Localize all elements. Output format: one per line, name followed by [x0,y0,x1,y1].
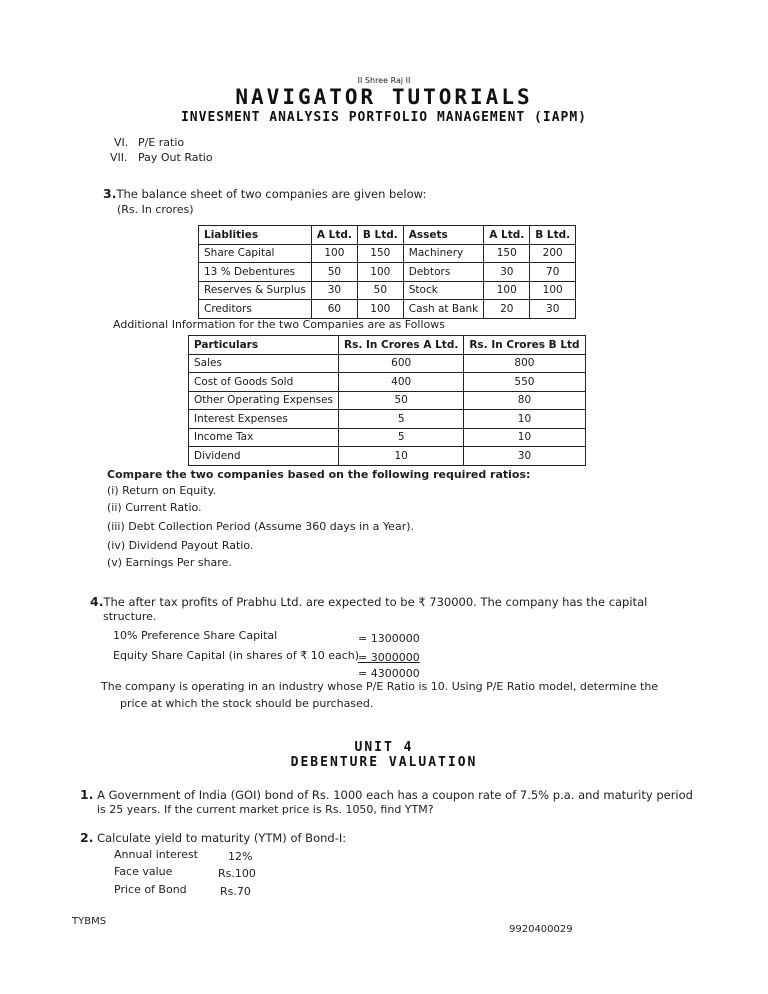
table-cell: 70 [530,263,576,282]
table-cell: Reserves & Surplus [199,281,312,300]
table-cell: 100 [311,244,357,263]
question-text-cont: The company is operating in an industry whose P/E Ratio is 10. Using P/E Ratio model, determine the [101,680,659,693]
table-cell: Dividend [189,447,339,466]
question-text: The after tax profits of Prabhu Ltd. are expected to be ₹ 730000. The company has the capital [103,595,648,609]
question-text: A Government of India (GOI) bond of Rs. 1000 each has a coupon rate of 7.5% p.a. and maturity period [97,788,693,802]
bond-item-label: Face value [114,865,173,878]
table-header-cell: Liablities [199,226,312,245]
table-cell: Creditors [199,300,312,319]
table-cell: Sales [189,354,339,373]
ratio-item-text: P/E ratio [138,136,185,149]
table-header-cell: Particulars [189,336,339,355]
table-cell: Cost of Goods Sold [189,373,339,392]
question-text: Calculate yield to maturity (YTM) of Bond-I: [97,831,347,845]
question-number: 4. [90,594,104,609]
ratio-item-text: Pay Out Ratio [138,151,213,164]
question-text: The balance sheet of two companies are given below: [116,187,427,201]
capital-item-value: = 3000000 [358,651,420,664]
table-row [199,244,576,263]
table-header-cell: Rs. In Crores B Ltd [464,336,585,355]
bond-item-value: 12% [228,850,253,863]
table-cell: 60 [311,300,357,319]
table-cell: 150 [484,244,530,263]
capital-item-value: = 1300000 [358,632,420,645]
table-header-cell: A Ltd. [484,226,530,245]
question-number: 1. [80,787,94,802]
table-header-row [199,226,576,245]
table-cell: 150 [357,244,403,263]
ratio-requirement: (ii) Current Ratio. [107,501,202,514]
table-cell: Stock [403,281,484,300]
table-cell: Other Operating Expenses [189,391,339,410]
table-header-cell: Rs. In Crores A Ltd. [339,336,464,355]
table-cell: 50 [357,281,403,300]
table-cell: 50 [311,263,357,282]
table-cell: 20 [484,300,530,319]
additional-info-label: Additional Information for the two Companies are as Follows [113,318,445,331]
table-cell: 10 [339,447,464,466]
table-cell: Share Capital [199,244,312,263]
table-cell: 80 [464,391,585,410]
question-4 [90,594,647,609]
capital-total-value: = 4300000 [358,667,420,680]
table-cell: 10 [464,428,585,447]
header-shree: II Shree Raj II [357,76,411,85]
ratio-requirement: (v) Earnings Per share. [107,556,232,569]
table-cell: 5 [339,428,464,447]
capital-item-label: Equity Share Capital (in shares of ₹ 10 each) [113,649,360,662]
bond-item-label: Price of Bond [114,883,187,896]
table-row [189,410,586,429]
ratio-item-num: VII. [110,151,128,164]
table-cell: Interest Expenses [189,410,339,429]
unit-subtitle: DEBENTURE VALUATION [290,755,478,770]
table-cell: Debtors [403,263,484,282]
question-3 [103,186,426,201]
table-cell: 30 [484,263,530,282]
ratio-requirement: (iii) Debt Collection Period (Assume 360 days in a Year). [107,520,415,533]
ratio-requirement: (i) Return on Equity. [107,484,217,497]
bond-item-label: Annual interest [114,848,198,861]
question-text-cont: structure. [103,610,157,623]
capital-item-label: 10% Preference Share Capital [113,629,278,642]
unit4-question-1 [80,787,693,802]
table-cell: 600 [339,354,464,373]
table-cell: 100 [484,281,530,300]
unit-note: (Rs. In crores) [117,203,194,216]
ratio-item-num: VI. [114,136,129,149]
bond-item-value: Rs.100 [218,867,256,880]
table-cell: 10 [464,410,585,429]
table-row [199,300,576,319]
table-header-cell: A Ltd. [311,226,357,245]
brand-title: NAVIGATOR TUTORIALS [235,85,533,109]
table-cell: Cash at Bank [403,300,484,319]
unit4-question-2 [80,830,346,845]
table-cell: 400 [339,373,464,392]
table-cell: 100 [530,281,576,300]
table-row [199,263,576,282]
table-cell: 5 [339,410,464,429]
table-cell: 30 [530,300,576,319]
table-row [189,391,586,410]
table-cell: 30 [464,447,585,466]
table-cell: Income Tax [189,428,339,447]
table-cell: 800 [464,354,585,373]
table-cell: Machinery [403,244,484,263]
table-header-cell: B Ltd. [357,226,403,245]
table-cell: 50 [339,391,464,410]
table-cell: 100 [357,263,403,282]
table-header-cell: Assets [403,226,484,245]
table-header-cell: B Ltd. [530,226,576,245]
compare-instruction: Compare the two companies based on the following required ratios: [107,468,531,481]
table-row [189,447,586,466]
table-row [189,373,586,392]
table-row [189,354,586,373]
question-number: 2. [80,830,94,845]
table-cell: 550 [464,373,585,392]
table-row [189,428,586,447]
table-cell: 200 [530,244,576,263]
document-subtitle: INVESMENT ANALYSIS PORTFOLIO MANAGEMENT (IAPM) [180,110,588,125]
bond-item-value: Rs.70 [220,885,251,898]
table-row [199,281,576,300]
unit-title: UNIT 4 [354,740,414,755]
table-cell: 13 % Debentures [199,263,312,282]
footer-left: TYBMS [72,916,107,927]
table-header-row [189,336,586,355]
table-cell: 30 [311,281,357,300]
footer-right: 9920400029 [509,924,573,935]
question-number: 3. [103,186,117,201]
table-cell: 100 [357,300,403,319]
balance-sheet-table [198,225,576,319]
additional-info-table [188,335,586,466]
question-text-cont: price at which the stock should be purchased. [120,697,374,710]
question-text-cont: is 25 years. If the current market price is Rs. 1050, find YTM? [97,803,434,816]
ratio-requirement: (iv) Dividend Payout Ratio. [107,539,254,552]
